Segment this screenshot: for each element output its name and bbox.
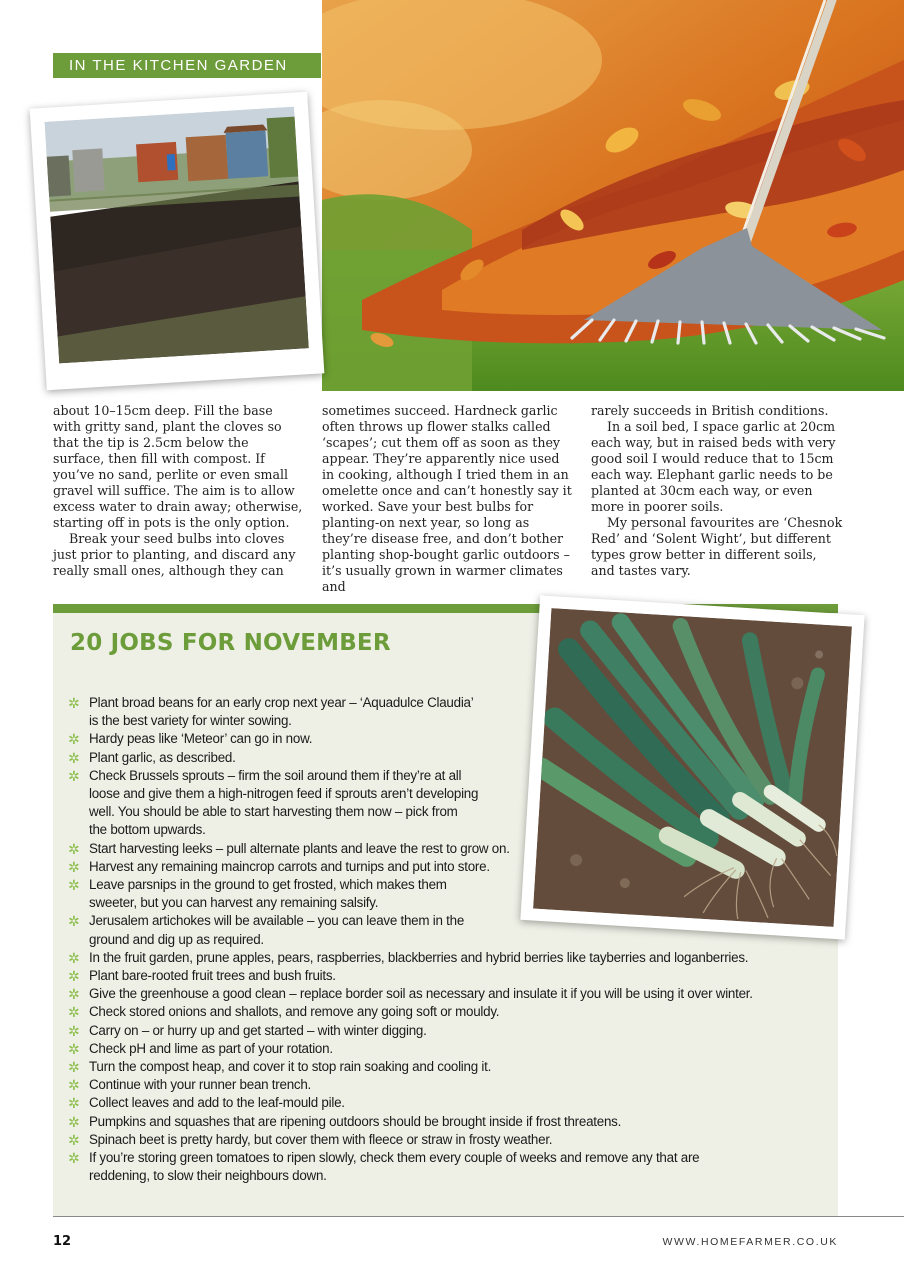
article-paragraph: sometimes succeed. Hardneck garlic often throws up flower stalks called ‘scapes’; cut them off as soon as they appear. They’re apparently nice used in cooking, although I tried them in an omelette once and can’t honestly say it worked. Save your best bulbs for planting-on next year, so long as they’re disease free, and don’t bother planting shop-bought garlic outdoors – it’s usually grown in warmer climates and (322, 403, 572, 594)
job-item-line: Check pH and lime as part of your rotation. (89, 1040, 333, 1056)
section-tag: IN THE KITCHEN GARDEN (53, 53, 321, 78)
job-item (68, 1113, 808, 1131)
job-item-line: is the best variety for winter sowing. (89, 713, 292, 729)
job-item-line: Turn the compost heap, and cover it to stop rain soaking and cooling it. (89, 1059, 492, 1075)
job-item-line: Collect leaves and add to the leaf-mould pile. (89, 1095, 345, 1111)
job-item-line: Jerusalem artichokes will be available – you can leave them in the (89, 913, 465, 929)
job-item (68, 1149, 808, 1185)
job-item-line: Hardy peas like ‘Meteor’ can go in now. (89, 731, 313, 747)
flower-bullet-icon: ✲ (68, 1059, 80, 1076)
photo-allotment-plot (30, 92, 325, 390)
job-item-line: Spinach beet is pretty hardy, but cover them with fleece or straw in frosty weather. (89, 1131, 553, 1147)
article-paragraph: In a soil bed, I space garlic at 20cm each way, but in raised beds with very good soil I would reduce that to 15cm each way. Elephant garlic needs to be planted at 30cm each way, or even more in poorer soils. (591, 419, 836, 514)
job-item-line: Start harvesting leeks – pull alternate plants and leave the rest to grow on. (89, 840, 510, 856)
flower-bullet-icon: ✲ (68, 1077, 80, 1094)
flower-bullet-icon: ✲ (68, 1022, 80, 1039)
flower-bullet-icon: ✲ (68, 1150, 80, 1167)
flower-bullet-icon: ✲ (68, 858, 80, 875)
flower-bullet-icon: ✲ (68, 1040, 80, 1057)
job-item (68, 967, 808, 985)
job-item (68, 949, 808, 967)
job-item (68, 985, 808, 1003)
footer-rule (53, 1216, 904, 1217)
flower-bullet-icon: ✲ (68, 1095, 80, 1112)
job-item-line: In the fruit garden, prune apples, pears, raspberries, blackberries and hybrid berries like tayberries and loganberries. (89, 949, 749, 965)
job-item (68, 1058, 808, 1076)
job-item-line: Check Brussels sprouts – firm the soil around them if they’re at all (89, 767, 462, 783)
flower-bullet-icon: ✲ (68, 731, 80, 748)
job-item (68, 1003, 808, 1021)
job-item-line: Plant bare-rooted fruit trees and bush fruits. (89, 968, 336, 984)
flower-bullet-icon: ✲ (68, 767, 80, 784)
job-item (68, 1131, 808, 1149)
job-item-line: Continue with your runner bean trench. (89, 1077, 311, 1093)
flower-bullet-icon: ✲ (68, 877, 80, 894)
flower-bullet-icon: ✲ (68, 1131, 80, 1148)
job-item-line: Pumpkins and squashes that are ripening outdoors should be brought inside if frost threatens. (89, 1113, 622, 1129)
job-item (68, 1094, 808, 1112)
job-item-line: Plant broad beans for an early crop next year – ‘Aquadulce Claudia’ (89, 695, 474, 710)
website-url: WWW.HOMEFARMER.CO.UK (662, 1236, 838, 1248)
flower-bullet-icon: ✲ (68, 1004, 80, 1021)
job-item-line: Give the greenhouse a good clean – replace border soil as necessary and insulate it if you will be using it over winter. (89, 986, 753, 1002)
job-item (68, 1076, 808, 1094)
job-item-line: reddening, to slow their neighbours down. (89, 1168, 327, 1184)
flower-bullet-icon: ✲ (68, 986, 80, 1003)
article-column-2 (322, 403, 574, 595)
flower-bullet-icon: ✲ (68, 968, 80, 985)
flower-bullet-icon: ✲ (68, 840, 80, 857)
page-number: 12 (53, 1234, 72, 1249)
job-item-line: Plant garlic, as described. (89, 749, 236, 765)
job-item-line: Check stored onions and shallots, and remove any going soft or mouldy. (89, 1004, 500, 1020)
jobs-box-title: 20 JOBS FOR NOVEMBER (70, 630, 391, 656)
job-item (68, 1022, 808, 1040)
article-paragraph: My personal favourites are ‘Chesnok Red’ and ‘Solent Wight’, but different types grow better in different soils, and tastes vary. (591, 515, 843, 578)
photo-leeks (520, 595, 864, 939)
job-item (68, 1040, 808, 1058)
hero-image-autumn-leaves-rake (322, 0, 904, 391)
job-item-line: ground and dig up as required. (89, 931, 264, 947)
article-paragraph: Break your seed bulbs into cloves just prior to planting, and discard any really small ones, although they can (53, 531, 296, 578)
job-item-line: Harvest any remaining maincrop carrots and turnips and put into store. (89, 858, 490, 874)
article-column-1 (53, 403, 303, 579)
flower-bullet-icon: ✲ (68, 749, 80, 766)
article-column-3 (591, 403, 843, 579)
job-item-line: If you’re storing green tomatoes to ripen slowly, check them every couple of weeks and remove any that are (89, 1150, 700, 1166)
job-item-line: well. You should be able to start harvesting them now – pick from (89, 804, 458, 820)
flower-bullet-icon: ✲ (68, 695, 80, 711)
job-item-line: the bottom upwards. (89, 822, 206, 838)
flower-bullet-icon: ✲ (68, 1113, 80, 1130)
article-paragraph: about 10–15cm deep. Fill the base with gritty sand, plant the cloves so that the tip is 2.5cm below the surface, then fill with compost. If you’ve no sand, perlite or even small gravel will suffice. The aim is to allow excess water to drain away; otherwise, starting off in pots is the only option. (53, 403, 303, 530)
job-item-line: Carry on – or hurry up and get started – with winter digging. (89, 1022, 427, 1038)
job-item-line: sweeter, but you can harvest any remaining salsify. (89, 895, 379, 911)
flower-bullet-icon: ✲ (68, 949, 80, 966)
flower-bullet-icon: ✲ (68, 913, 80, 930)
job-item-line: Leave parsnips in the ground to get frosted, which makes them (89, 877, 447, 893)
article-paragraph: rarely succeeds in British conditions. (591, 403, 829, 418)
job-item-line: loose and give them a high-nitrogen feed if sprouts aren’t developing (89, 786, 479, 802)
